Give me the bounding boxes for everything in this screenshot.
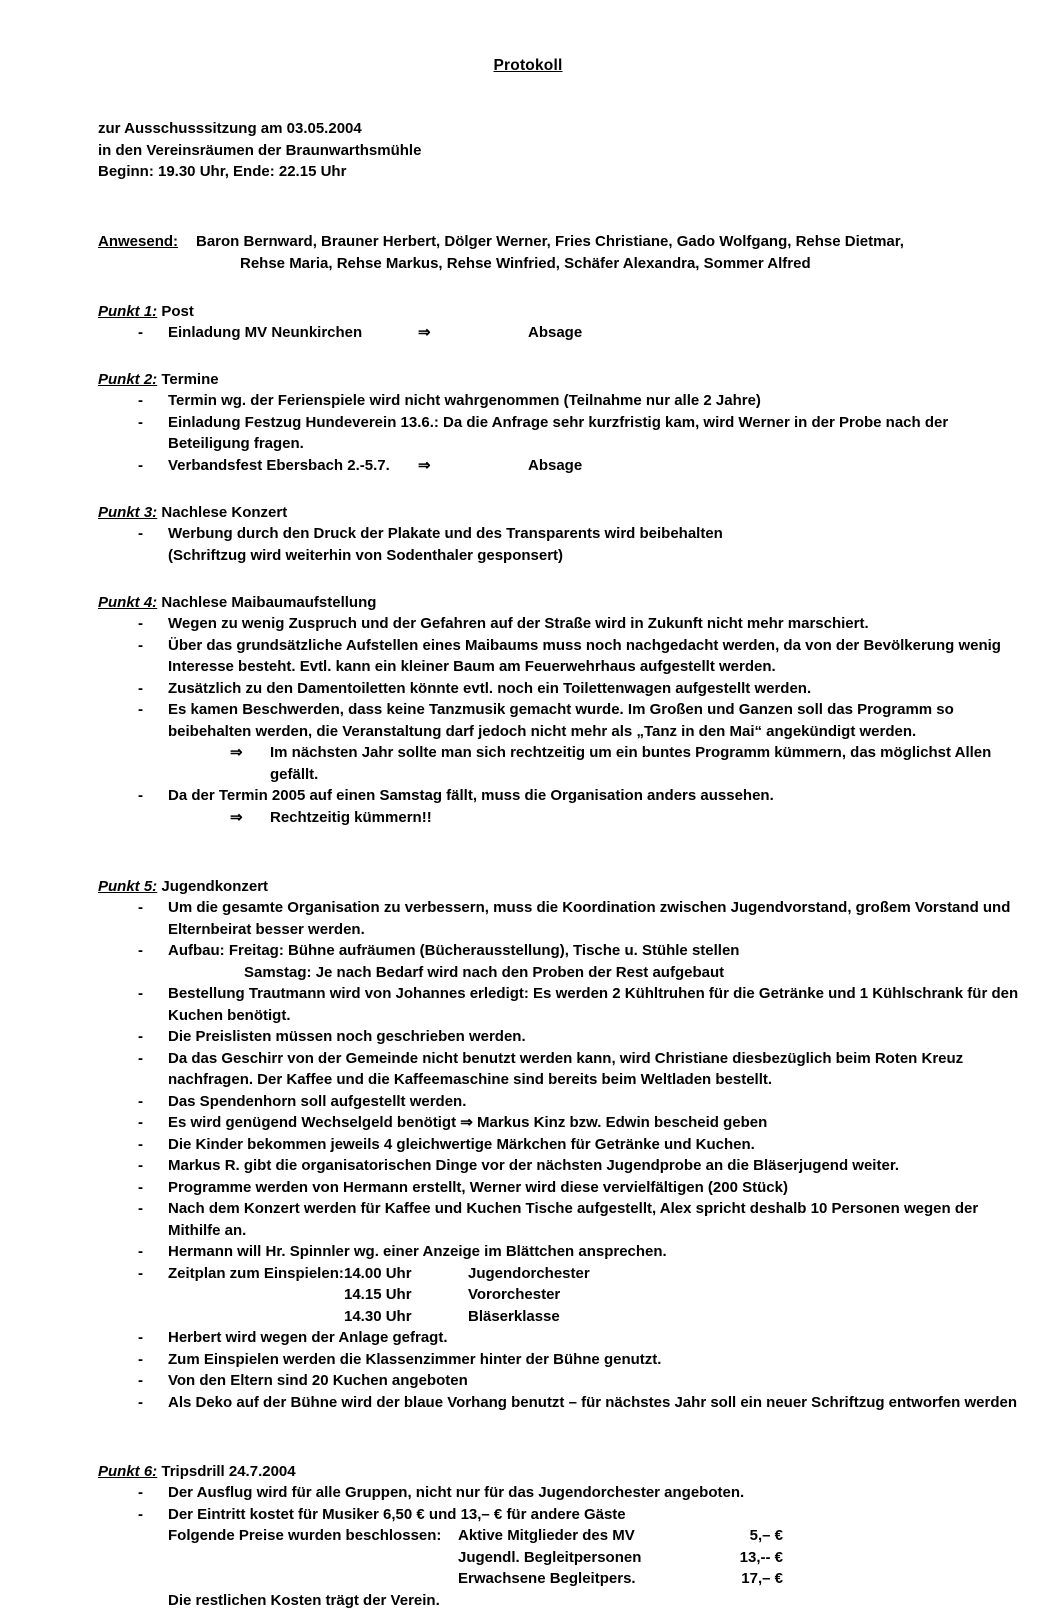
bullet-marker-icon: - — [138, 1026, 144, 1048]
bullet-marker-icon: - — [138, 412, 144, 434]
list-item — [98, 940, 1020, 983]
sub-arrow-item — [168, 742, 1020, 785]
price-row — [168, 1525, 1020, 1547]
list-item-text: Aufbau: Freitag: Bühne aufräumen (Bücherausstellung), Tische u. Stühle stellen — [168, 940, 1020, 962]
list-item — [98, 322, 1020, 344]
list-item-text: Da der Termin 2005 auf einen Samstag fällt, muss die Organisation anders aussehen. — [168, 785, 1020, 807]
meta-line-date: zur Ausschusssitzung am 03.05.2004 — [98, 118, 1020, 140]
meta-line-location: in den Vereinsräumen der Braunwarthsmühle — [98, 140, 1020, 162]
list-item — [98, 699, 1020, 785]
list-item-text: Als Deko auf der Bühne wird der blaue Vorhang benutzt – für nächstes Jahr soll ein neuer Schriftzug entworfen werden — [168, 1392, 1020, 1414]
bullet-marker-icon: - — [138, 699, 144, 721]
schedule-time: 14.15 Uhr — [344, 1284, 468, 1306]
list-item-text: Das Spendenhorn soll aufgestellt werden. — [168, 1091, 1020, 1113]
schedule-row — [168, 1306, 1020, 1328]
arrow-row — [168, 455, 1020, 477]
bullet-marker-icon: - — [138, 390, 144, 412]
sub-arrow-text: Im nächsten Jahr sollte man sich rechtzeitig um ein buntes Programm kümmern, das möglichst Allen gefällt. — [270, 744, 991, 783]
list-item-text: Wegen zu wenig Zuspruch und der Gefahren auf der Straße wird in Zukunft nicht mehr marschiert. — [168, 613, 1020, 635]
section-bullet-list — [98, 523, 1020, 566]
section-title: Nachlese Konzert — [161, 504, 287, 521]
sections-container — [98, 301, 1020, 1611]
section-punkt-3 — [98, 502, 1020, 566]
list-item-text: Über das grundsätzliche Aufstellen eines Maibaums muss noch nachgedacht werden, da von der Bevölkerung wenig Interesse besteht. Evtl. kann ein kleiner Baum am Feuerwehrhaus aufgestellt werden. — [168, 635, 1020, 678]
list-item-text: Herbert wird wegen der Anlage gefragt. — [168, 1327, 1020, 1349]
bullet-marker-icon: - — [138, 897, 144, 919]
list-item — [98, 455, 1020, 477]
list-item-text: Termin wg. der Ferienspiele wird nicht wahrgenommen (Teilnahme nur alle 2 Jahre) — [168, 390, 1020, 412]
price-row-name: Aktive Mitglieder des MV — [458, 1525, 703, 1547]
bullet-marker-icon: - — [138, 678, 144, 700]
list-item-text-secondary: (Schriftzug wird weiterhin von Sodenthaler gesponsert) — [168, 545, 1020, 567]
list-item — [98, 1155, 1020, 1177]
page-title: Protokoll — [98, 56, 1020, 76]
list-item-text: Es kamen Beschwerden, dass keine Tanzmusik gemacht wurde. Im Großen und Ganzen soll das Programm so beibehalten werden, die Veranstaltung darf jedoch nicht mehr als „Tanz in den Mai“ angekündigt werden. — [168, 699, 1020, 742]
bullet-marker-icon: - — [138, 1155, 144, 1177]
bullet-marker-icon: - — [138, 1504, 144, 1526]
price-row-amount: 13,-- € — [703, 1547, 783, 1569]
bullet-marker-icon: - — [138, 1327, 144, 1349]
list-item — [98, 1327, 1020, 1349]
section-title: Jugendkonzert — [161, 878, 268, 895]
bullet-marker-icon: - — [138, 1370, 144, 1392]
list-item-text: Markus R. gibt die organisatorischen Dinge vor der nächsten Jugendprobe an die Bläserjugend weiter. — [168, 1155, 1020, 1177]
bullet-marker-icon: - — [138, 1198, 144, 1220]
price-row-name: Jugendl. Begleitpersonen — [458, 1547, 703, 1569]
list-item — [98, 785, 1020, 828]
list-item — [98, 1241, 1020, 1263]
bullet-marker-icon: - — [138, 940, 144, 962]
price-row-amount: 17,– € — [703, 1568, 783, 1590]
arrow-row-right: Absage — [528, 322, 582, 344]
section-number: Punkt 2: — [98, 371, 157, 388]
bullet-marker-icon: - — [138, 1263, 144, 1285]
schedule-group: Bläserklasse — [468, 1306, 560, 1328]
bullet-marker-icon: - — [138, 322, 144, 344]
list-item-text: Einladung Festzug Hundeverein 13.6.: Da die Anfrage sehr kurzfristig kam, wird Werner in der Probe nach der Beteiligung fragen. — [168, 412, 1020, 455]
schedule-time: 14.00 Uhr — [344, 1263, 468, 1285]
section-heading-6 — [98, 1461, 1020, 1482]
list-item-continuation: Samstag: Je nach Bedarf wird nach den Proben der Rest aufgebaut — [168, 962, 1020, 984]
schedule-time: 14.30 Uhr — [344, 1306, 468, 1328]
section-punkt-1 — [98, 301, 1020, 344]
section-title: Post — [161, 303, 194, 320]
section-bullet-list — [98, 897, 1020, 1413]
list-item — [98, 1112, 1020, 1134]
section-heading-4 — [98, 592, 1020, 613]
schedule-label: Zeitplan zum Einspielen: — [168, 1263, 344, 1285]
bullet-marker-icon: - — [138, 983, 144, 1005]
attendees-block — [98, 231, 1020, 275]
section-heading-1 — [98, 301, 1020, 322]
sub-arrow-item — [168, 807, 1020, 829]
list-item-text: Bestellung Trautmann wird von Johannes erledigt: Es werden 2 Kühltruhen für die Getränke und 1 Kühlschrank für den Kuchen benötigt. — [168, 983, 1020, 1026]
price-row — [168, 1568, 1020, 1590]
price-row — [168, 1547, 1020, 1569]
list-item — [98, 678, 1020, 700]
section-punkt-5 — [98, 876, 1020, 1413]
list-item — [98, 1198, 1020, 1241]
list-item — [98, 1392, 1020, 1414]
double-arrow-icon: ⇒ — [418, 322, 528, 344]
meta-line-time: Beginn: 19.30 Uhr, Ende: 22.15 Uhr — [98, 161, 1020, 183]
section-bullet-list — [98, 613, 1020, 828]
list-item — [98, 390, 1020, 412]
double-arrow-icon: ⇒ — [418, 455, 528, 477]
double-arrow-icon: ⇒ — [230, 742, 243, 764]
bullet-marker-icon: - — [138, 455, 144, 477]
list-item — [98, 635, 1020, 678]
list-item-text: Zum Einspielen werden die Klassenzimmer hinter der Bühne genutzt. — [168, 1349, 1020, 1371]
list-item — [98, 1091, 1020, 1113]
list-item-text: Von den Eltern sind 20 Kuchen angeboten — [168, 1370, 1020, 1392]
schedule-group: Vororchester — [468, 1284, 560, 1306]
bullet-marker-icon: - — [138, 1392, 144, 1414]
list-item-text: Der Ausflug wird für alle Gruppen, nicht nur für das Jugendorchester angeboten. — [168, 1482, 1020, 1504]
bullet-marker-icon: - — [138, 1048, 144, 1070]
list-item — [98, 1134, 1020, 1156]
bullet-marker-icon: - — [138, 1349, 144, 1371]
list-item — [98, 412, 1020, 455]
list-item-text: Es wird genügend Wechselgeld benötigt ⇒ Markus Kinz bzw. Edwin bescheid geben — [168, 1112, 1020, 1134]
list-item-text: Nach dem Konzert werden für Kaffee und Kuchen Tische aufgestellt, Alex spricht deshalb 10 Personen wegen der Mithilfe an. — [168, 1198, 1020, 1241]
section-bullet-list — [98, 1482, 1020, 1611]
section-number: Punkt 1: — [98, 303, 157, 320]
double-arrow-icon: ⇒ — [230, 807, 243, 829]
price-row-name: Erwachsene Begleitpers. — [458, 1568, 703, 1590]
list-item — [98, 1482, 1020, 1504]
section-number: Punkt 6: — [98, 1463, 157, 1480]
arrow-row-right: Absage — [528, 455, 582, 477]
section-heading-3 — [98, 502, 1020, 523]
list-item-text: Hermann will Hr. Spinnler wg. einer Anzeige im Blättchen ansprechen. — [168, 1241, 1020, 1263]
arrow-row — [168, 322, 1020, 344]
list-item — [98, 523, 1020, 566]
schedule-row — [168, 1263, 1020, 1285]
sub-arrow-text: Rechtzeitig kümmern!! — [270, 809, 432, 826]
schedule-row — [168, 1284, 1020, 1306]
list-item — [98, 983, 1020, 1026]
bullet-marker-icon: - — [138, 635, 144, 657]
attendees-line-2: Rehse Maria, Rehse Markus, Rehse Winfried, Schäfer Alexandra, Sommer Alfred — [196, 253, 1020, 275]
schedule-table — [168, 1263, 1020, 1328]
list-item-text: Werbung durch den Druck der Plakate und des Transparents wird beibehalten — [168, 523, 1020, 545]
list-item — [98, 1349, 1020, 1371]
list-item — [98, 1048, 1020, 1091]
section-heading-5 — [98, 876, 1020, 897]
list-item-text: Da das Geschirr von der Gemeinde nicht benutzt werden kann, wird Christiane diesbezüglich beim Roten Kreuz nachfragen. Der Kaffee und die Kaffeemaschine sind bereits beim Weltladen bestellt. — [168, 1048, 1020, 1091]
bullet-marker-icon: - — [138, 785, 144, 807]
list-item-text: Programme werden von Hermann erstellt, Werner wird diese vervielfältigen (200 Stück) — [168, 1177, 1020, 1199]
bullet-marker-icon: - — [138, 1482, 144, 1504]
section-bullet-list — [98, 390, 1020, 476]
list-item — [98, 1504, 1020, 1611]
list-item-text: Die Kinder bekommen jeweils 4 gleichwertige Märkchen für Getränke und Kuchen. — [168, 1134, 1020, 1156]
list-item — [98, 897, 1020, 940]
meeting-meta — [98, 118, 1020, 183]
bullet-marker-icon: - — [138, 1112, 144, 1134]
bullet-marker-icon: - — [138, 523, 144, 545]
section-number: Punkt 5: — [98, 878, 157, 895]
bullet-marker-icon: - — [138, 1091, 144, 1113]
section-heading-2 — [98, 369, 1020, 390]
section-punkt-6 — [98, 1461, 1020, 1611]
price-table-footer: Die restlichen Kosten trägt der Verein. — [168, 1590, 1020, 1611]
list-item — [98, 1263, 1020, 1328]
price-table — [168, 1525, 1020, 1590]
section-number: Punkt 4: — [98, 594, 157, 611]
section-number: Punkt 3: — [98, 504, 157, 521]
bullet-marker-icon: - — [138, 1241, 144, 1263]
list-item-text: Zusätzlich zu den Damentoiletten könnte evtl. noch ein Toilettenwagen aufgestellt werden. — [168, 678, 1020, 700]
list-item — [98, 1370, 1020, 1392]
schedule-group: Jugendorchester — [468, 1263, 590, 1285]
section-title: Tripsdrill 24.7.2004 — [161, 1463, 295, 1480]
attendees-line-1: Baron Bernward, Brauner Herbert, Dölger Werner, Fries Christiane, Gado Wolfgang, Rehse Dietmar, — [196, 233, 904, 250]
arrow-row-left: Einladung MV Neunkirchen — [168, 322, 418, 344]
bullet-marker-icon: - — [138, 1177, 144, 1199]
attendees-label: Anwesend: — [98, 231, 178, 253]
section-punkt-4 — [98, 592, 1020, 828]
arrow-row-left: Verbandsfest Ebersbach 2.-5.7. — [168, 455, 418, 477]
price-row-amount: 5,– € — [703, 1525, 783, 1547]
section-punkt-2 — [98, 369, 1020, 476]
section-title: Nachlese Maibaumaufstellung — [161, 594, 376, 611]
list-item-text: Die Preislisten müssen noch geschrieben werden. — [168, 1026, 1020, 1048]
list-item-text: Um die gesamte Organisation zu verbessern, muss die Koordination zwischen Jugendvorstand, großem Vorstand und Elternbeirat besser werden. — [168, 897, 1020, 940]
price-table-lead: Folgende Preise wurden beschlossen: — [168, 1525, 458, 1547]
list-item-text: Der Eintritt kostet für Musiker 6,50 € und 13,– € für andere Gäste — [168, 1504, 1020, 1526]
bullet-marker-icon: - — [138, 613, 144, 635]
list-item — [98, 1026, 1020, 1048]
list-item — [98, 1177, 1020, 1199]
section-bullet-list — [98, 322, 1020, 344]
list-item — [98, 613, 1020, 635]
section-title: Termine — [161, 371, 218, 388]
bullet-marker-icon: - — [138, 1134, 144, 1156]
attendees-names — [196, 231, 1020, 275]
